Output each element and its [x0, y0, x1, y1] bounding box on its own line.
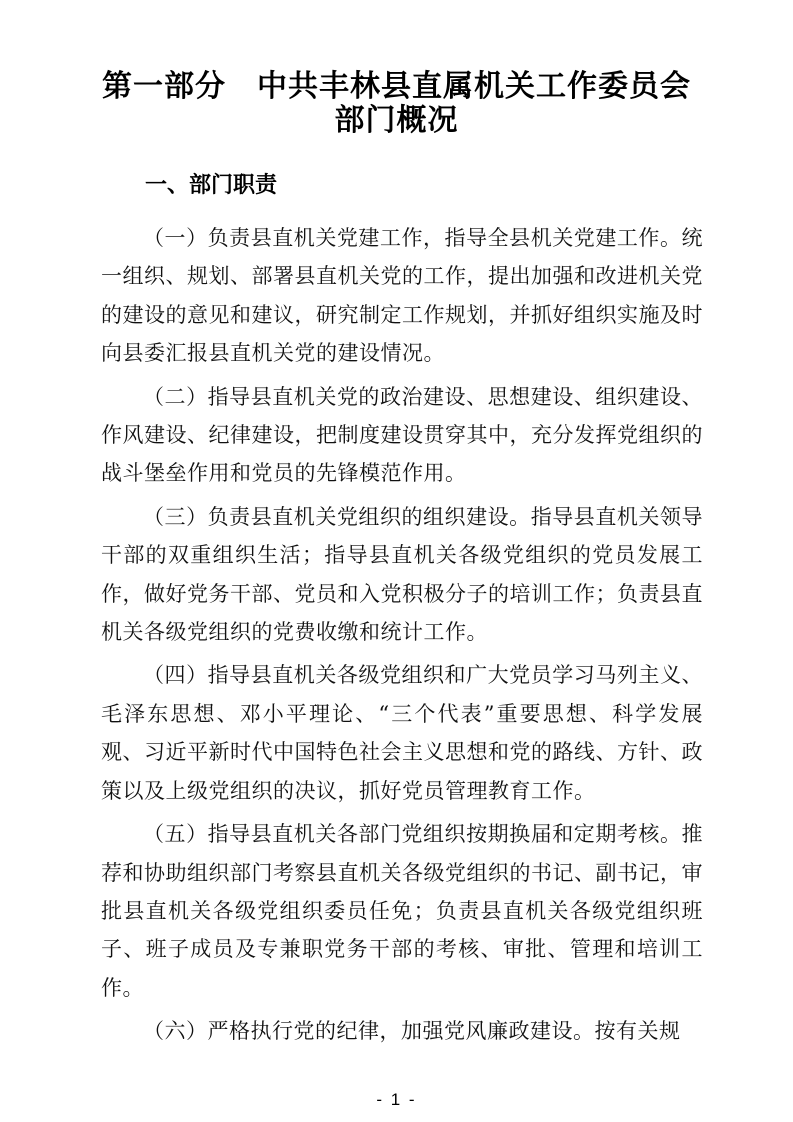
document-title-line1: 第一部分 中共丰林县直属机关工作委员会 — [102, 70, 691, 103]
document-title — [0, 70, 793, 138]
paragraph-duty-6: （六）严格执行党的纪律，加强党风廉政建设。按有关规 — [143, 1019, 681, 1044]
page-number: - 1 - — [376, 1090, 417, 1109]
document-body — [0, 172, 793, 1051]
section-heading-duties: 一、部门职责 — [145, 172, 278, 197]
paragraph-duty-3: （三）负责县直机关党组织的组织建设。指导县直机关领导干部的双重组织生活；指导县直机关各级党组织的党员发展工作，做好党务干部、党员和入党积极分子的培训工作；负责县直机关各级党组织的党费收缴和统计工作。 — [101, 504, 703, 645]
paragraph-duty-5: （五）指导县直机关各部门党组织按期换届和定期考核。推荐和协助组织部门考察县直机关各级党组织的书记、副书记，审批县直机关各级党组织委员任免；负责县直机关各级党组织班子、班子成员及专兼职党务干部的考核、审批、管理和培训工作。 — [101, 822, 703, 1000]
paragraph-duty-2: （二）指导县直机关党的政治建设、思想建设、组织建设、作风建设、纪律建设，把制度建设贯穿其中，充分发挥党组织的战斗堡垒作用和党员的先锋模范作用。 — [101, 384, 703, 486]
paragraph-duty-1: （一）负责县直机关党建工作，指导全县机关党建工作。统一组织、规划、部署县直机关党的工作，提出加强和改进机关党的建设的意见和建议，研究制定工作规划，并抓好组织实施及时向县委汇报县直机关党的建设情况。 — [101, 226, 703, 366]
document-title-line2: 部门概况 — [334, 104, 459, 137]
paragraph-duty-4: （四）指导县直机关各级党组织和广大党员学习马列主义、毛泽东思想、邓小平理论、“三个代表”重要思想、科学发展观、习近平新时代中国特色社会主义思想和党的路线、方针、政策以及上级党组织的决议，抓好党员管理教育工作。 — [101, 663, 703, 803]
